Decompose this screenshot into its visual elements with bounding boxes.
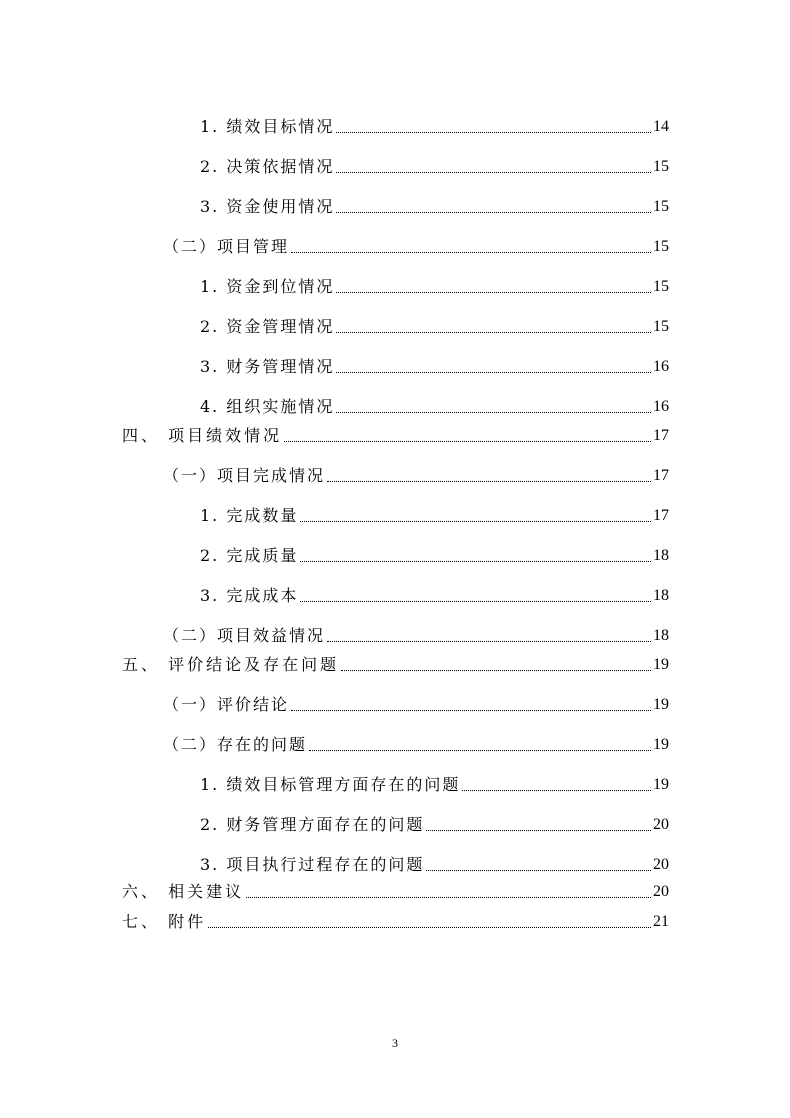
toc-leader-dots	[426, 830, 651, 831]
toc-entry-page: 17	[653, 427, 669, 444]
toc-entry-page: 18	[653, 627, 669, 644]
toc-entry[interactable]	[200, 273, 669, 297]
toc-entry[interactable]	[163, 462, 669, 486]
toc-leader-dots	[291, 252, 651, 253]
toc-entry-label: 3. 项目执行过程存在的问题	[200, 855, 425, 874]
toc-entry-label: 2. 财务管理方面存在的问题	[200, 815, 425, 834]
toc-entry[interactable]	[200, 771, 669, 795]
toc-entry-label: 1. 资金到位情况	[200, 277, 335, 296]
toc-entry[interactable]	[200, 113, 669, 137]
toc-leader-dots	[336, 372, 651, 373]
toc-entry[interactable]	[200, 393, 669, 417]
toc-leader-dots	[208, 927, 651, 928]
toc-entry-label: 2. 资金管理情况	[200, 317, 335, 336]
toc-entry-page: 16	[653, 358, 669, 375]
toc-leader-dots	[291, 710, 651, 711]
toc-entry-page: 18	[653, 547, 669, 564]
toc-entry-page: 17	[653, 467, 669, 484]
toc-leader-dots	[300, 561, 651, 562]
toc-entry-label: 五、 评价结论及存在问题	[122, 655, 340, 674]
toc-entry[interactable]	[163, 691, 669, 715]
toc-entry[interactable]	[200, 193, 669, 217]
toc-entry[interactable]	[200, 542, 669, 566]
toc-entry-label: 1. 绩效目标管理方面存在的问题	[200, 775, 461, 794]
toc-entry-page: 19	[653, 696, 669, 713]
toc-leader-dots	[284, 441, 651, 442]
toc-entry-label: （二）项目效益情况	[163, 626, 326, 645]
toc-entry-label: 3. 完成成本	[200, 586, 299, 605]
toc-entry-page: 20	[653, 883, 669, 900]
toc-entry-label: 4. 组织实施情况	[200, 397, 335, 416]
toc-entry-page: 15	[653, 318, 669, 335]
toc-entry-label: （二）存在的问题	[163, 735, 308, 754]
toc-entry-label: 2. 完成质量	[200, 546, 299, 565]
toc-entry-page: 21	[653, 913, 669, 930]
toc-entry-label: 3. 资金使用情况	[200, 197, 335, 216]
toc-entry[interactable]	[200, 313, 669, 337]
toc-leader-dots	[327, 481, 651, 482]
toc-entry-page: 20	[653, 816, 669, 833]
toc-leader-dots	[336, 412, 651, 413]
toc-entry[interactable]	[200, 582, 669, 606]
toc-entry[interactable]	[122, 651, 669, 675]
toc-entry-label: （一）项目完成情况	[163, 466, 326, 485]
toc-entry[interactable]	[163, 622, 669, 646]
toc-entry-label: 2. 决策依据情况	[200, 157, 335, 176]
toc-entry-page: 17	[653, 507, 669, 524]
toc-entry[interactable]	[200, 811, 669, 835]
toc-entry-page: 19	[653, 656, 669, 673]
toc-leader-dots	[336, 292, 651, 293]
toc-entry-page: 16	[653, 398, 669, 415]
toc-entry[interactable]	[200, 153, 669, 177]
toc-entry[interactable]	[200, 502, 669, 526]
toc-entry[interactable]	[163, 233, 669, 257]
toc-entry-label: （一）评价结论	[163, 695, 290, 714]
toc-entry-label: 1. 绩效目标情况	[200, 117, 335, 136]
toc-entry[interactable]	[122, 908, 669, 932]
toc-entry-label: 六、 相关建议	[122, 882, 245, 901]
page-number: 3	[392, 1036, 398, 1050]
toc-leader-dots	[300, 601, 651, 602]
toc-entry[interactable]	[122, 422, 669, 446]
toc-leader-dots	[336, 172, 651, 173]
toc-leader-dots	[327, 641, 651, 642]
toc-leader-dots	[336, 332, 651, 333]
toc-leader-dots	[336, 212, 651, 213]
toc-entry-label: 1. 完成数量	[200, 506, 299, 525]
toc-entry-label: （二）项目管理	[163, 237, 290, 256]
toc-entry[interactable]	[163, 731, 669, 755]
toc-entry[interactable]	[200, 353, 669, 377]
toc-leader-dots	[426, 870, 651, 871]
toc-entry-label: 七、 附件	[122, 912, 207, 931]
toc-entry-page: 20	[653, 856, 669, 873]
toc-entry-label: 3. 财务管理情况	[200, 357, 335, 376]
toc-leader-dots	[462, 790, 651, 791]
toc-leader-dots	[341, 670, 651, 671]
toc-leader-dots	[300, 521, 651, 522]
toc-entry[interactable]	[200, 851, 669, 875]
toc-entry-page: 15	[653, 198, 669, 215]
toc-entry-page: 14	[653, 118, 669, 135]
toc-leader-dots	[246, 897, 651, 898]
toc-entry-page: 15	[653, 158, 669, 175]
toc-entry-page: 15	[653, 238, 669, 255]
toc-entry-label: 四、 项目绩效情况	[122, 426, 283, 445]
toc-entry-page: 18	[653, 587, 669, 604]
toc-leader-dots	[336, 132, 651, 133]
toc-leader-dots	[309, 750, 651, 751]
toc-entry-page: 19	[653, 736, 669, 753]
toc-entry-page: 15	[653, 278, 669, 295]
toc-entry[interactable]	[122, 878, 669, 902]
toc-entry-page: 19	[653, 776, 669, 793]
